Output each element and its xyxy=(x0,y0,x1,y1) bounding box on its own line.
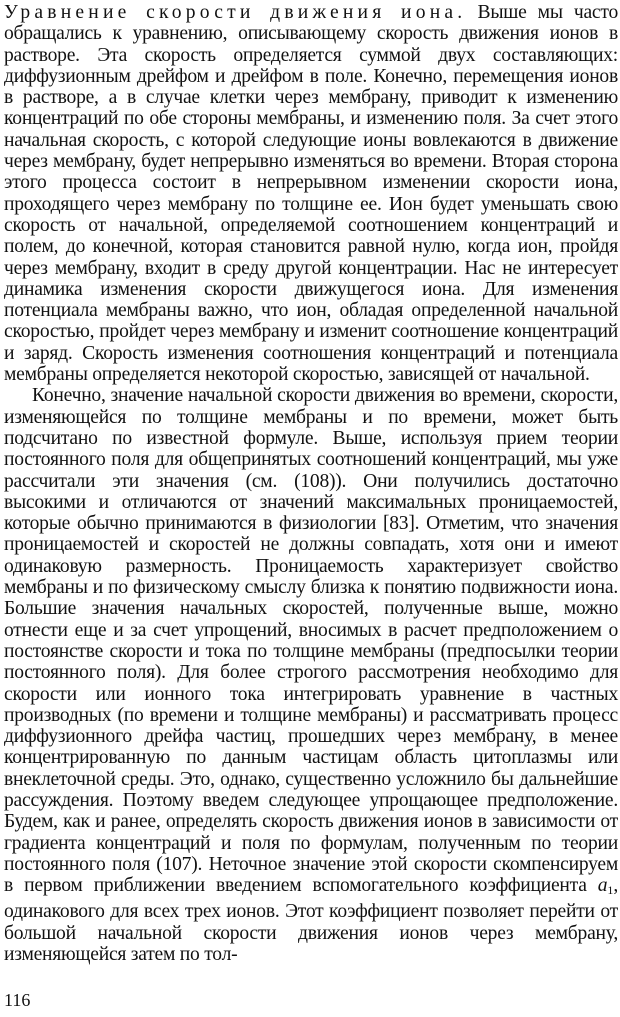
coefficient-subscript: 1 xyxy=(607,883,614,898)
body-text xyxy=(4,2,618,965)
paragraph-initial-velocity xyxy=(4,385,618,965)
paragraph-2-text-continued: , одинакового для всех трех ионов. Этот коэффициент позволяет перейти от большой начальной скорости движения ионов через мембрану, изменяющейся затем по тол- xyxy=(4,875,618,966)
paragraph-ion-velocity-equation xyxy=(4,2,618,385)
section-lead-heading: Уравнение скорости движения иона. xyxy=(4,2,467,23)
paragraph-1-text: Выше мы часто обращались к уравнению, описывающему скорость движения ионов в растворе. Эта скорость определяется суммой двух составляющих: диффузионным дрейфом и дрейфом в поле. Конечно, перемещения ионов в растворе, а в случае клетки через мембрану, приводит к изменению концентраций по обе стороны мембраны, и изменению поля. За счет этого начальная скорость, с которой следующие ионы вовлекаются в движение через мембрану, будет непрерывно изменяться во времени. Вторая сторона этого процесса состоит в непрерывном изменении скорости иона, проходящего через мембрану по толщине ее. Ион будет уменьшать свою скорость от начальной, определяемой соотношением концентраций и полем, до конечной, которая становится равной нулю, когда ион, пройдя через мембрану, входит в среду другой концентрации. Нас не интересует динамика изменения скорости движущегося иона. Для изменения потенциала мембраны важно, что ион, обладая определенной начальной скоростью, пройдет через мембрану и изменит соотношение концентраций и заряд. Скорость изменения соотношения концентраций и потенциала мембраны определяется некоторой скоростью, зависящей от начальной. xyxy=(4,2,618,386)
page-number: 116 xyxy=(4,990,31,1010)
paragraph-2-text: Конечно, значение начальной скорости движения во времени, скорости, изменяющейся по толщине мембраны и по времени, может быть подсчитано по известной формуле. Выше, используя прием теории постоянного поля для общепринятых соотношений концентраций, мы уже рассчитали эти значения (см. (108)). Они получились достаточно высокими и отличаются от значений максимальных проницаемостей, которые обычно принимаются в физиологии [83]. Отметим, что значения проницаемостей и скоростей не должны совпадать, хотя они и имеют одинаковую размерность. Проницаемость характеризует свойство мембраны и по физическому смыслу близка к понятию подвижности иона. Большие значения начальных скоростей, полученные выше, можно отнести еще и за счет упрощений, вносимых в расчет предположением о постоянстве скорости и тока по толщине мембраны (предпосылки теории постоянного поля). Для более строгого рассмотрения необходимо для скорости или ионного тока интегрировать уравнение в частных производных (по времени и толщине мембраны) и рассматривать процесс диффузионного дрейфа частиц, прошедших через мембрану, в менее концентрированную по данным частицам область цитоплазмы или внеклеточной среды. Это, однако, существенно усложнило бы дальнейшие рассуждения. Поэтому введем следующее упрощающее предположение. Будем, как и ранее, определять скорость движения ионов в зависимости от градиента концентраций и поля по формулам, полученным по теории постоянного поля (107). Неточное значение этой скорости скомпенсируем в первом приближении введением вспомогательного коэффициента xyxy=(4,385,618,897)
coefficient-symbol: a xyxy=(597,875,608,897)
